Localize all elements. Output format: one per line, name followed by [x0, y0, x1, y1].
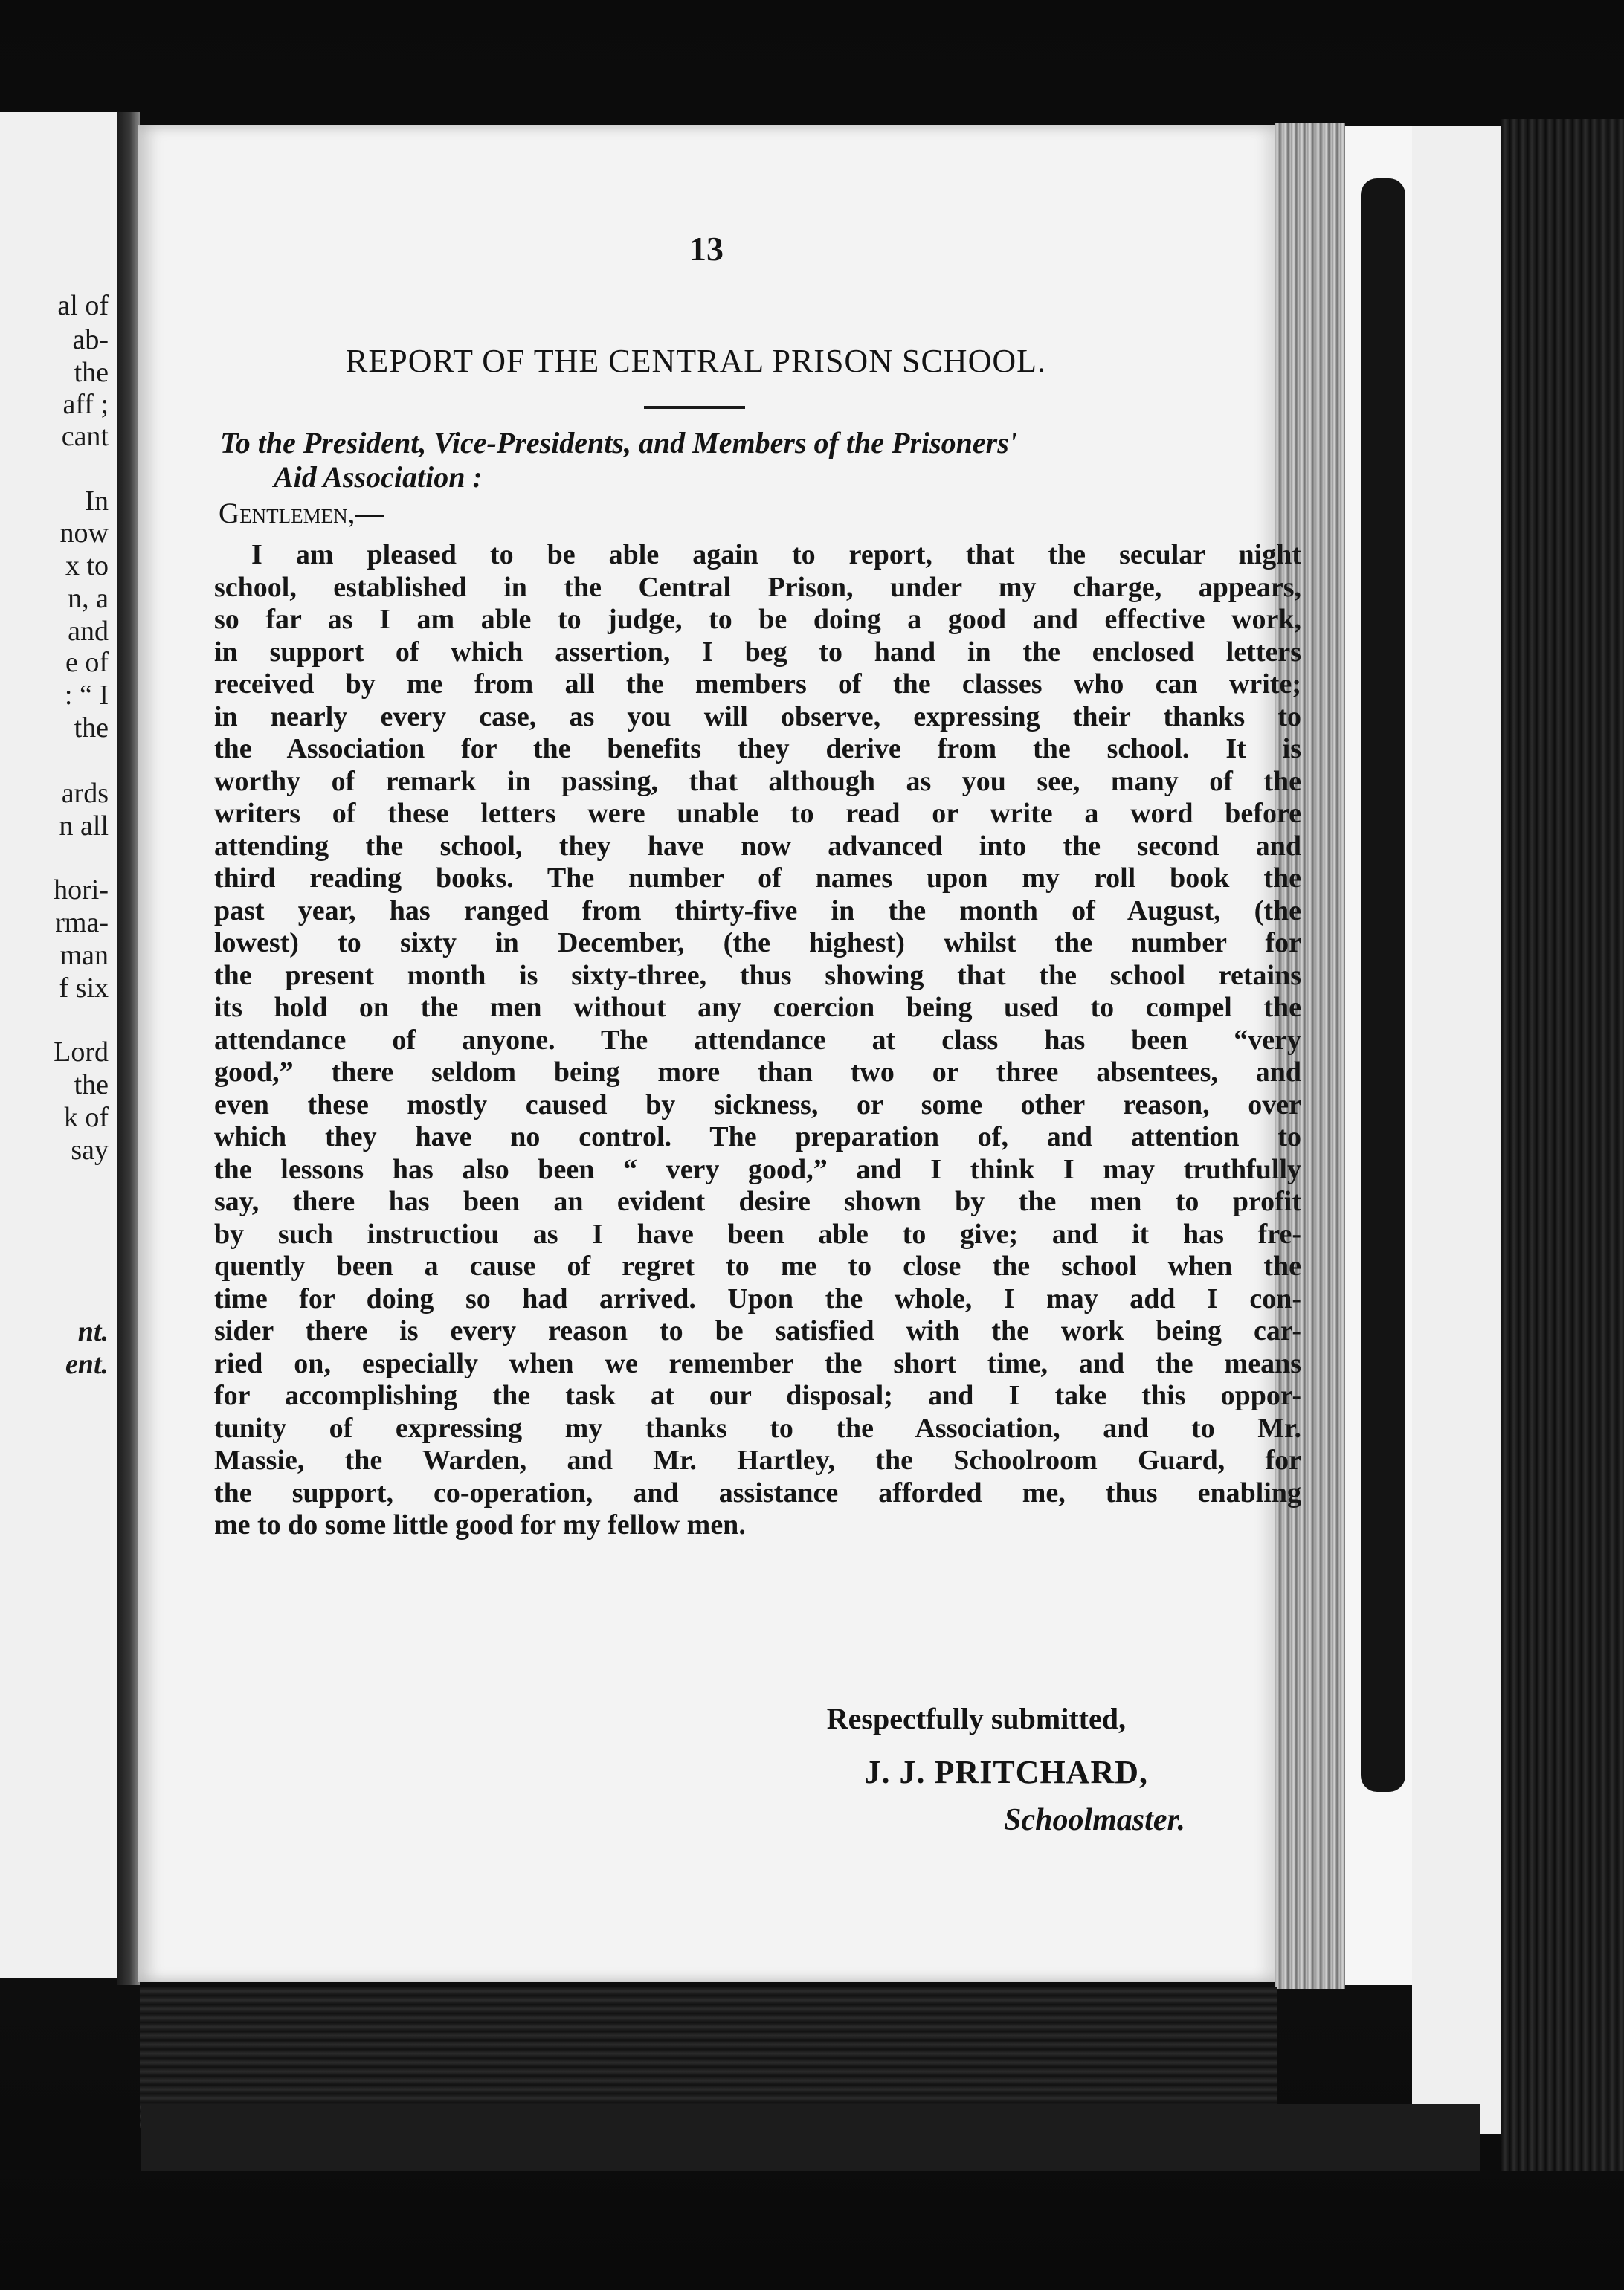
body-line: the lessons has also been “ very good,” and I think I may truthfully: [214, 1153, 1301, 1185]
fragment-text: x to: [65, 550, 109, 581]
body-line: by such instructiou as I have been able to give; and it has fre-: [214, 1218, 1301, 1250]
fragment-text: Lord: [54, 1036, 109, 1068]
report-title: REPORT OF THE CENTRAL PRISON SCHOOL.: [346, 343, 1046, 379]
body-line: school, established in the Central Prison, under my charge, appears,: [214, 571, 1301, 603]
fragment-text: cant: [61, 421, 109, 452]
body-line: attending the school, they have now advanced into the second and: [214, 830, 1301, 862]
body-line: which they have no control. The preparation of, and attention to: [214, 1121, 1301, 1152]
greeting: Gentlemen,—: [219, 497, 384, 529]
fragment-text: the: [74, 712, 109, 744]
body-line: ried on, especially when we remember the short time, and the means: [214, 1347, 1301, 1379]
page-number: 13: [689, 230, 724, 268]
fragment-text: ab-: [72, 324, 109, 355]
body-line: Massie, the Warden, and Mr. Hartley, the Schoolroom Guard, for: [214, 1445, 1301, 1476]
body-line: worthy of remark in passing, that although as you see, many of the: [214, 765, 1301, 797]
body-line: good,” there seldom being more than two or three absentees, and: [214, 1057, 1301, 1088]
fragment-text: f six: [59, 973, 109, 1004]
fragment-text: al of: [57, 290, 109, 321]
cover-edge: [1412, 126, 1501, 2134]
fragment-text: the: [74, 1069, 109, 1100]
fragment-text: ent.: [65, 1349, 109, 1380]
closing-line: Respectfully submitted,: [826, 1702, 1126, 1735]
fragment-text: hori-: [54, 874, 109, 906]
book-gutter: [117, 112, 140, 1985]
fragment-text: nt.: [77, 1316, 109, 1347]
fragment-text: n all: [59, 810, 109, 842]
body-line: lowest) to sixty in December, (the highest) whilst the number for: [214, 927, 1301, 958]
fragment-text: man: [59, 940, 109, 971]
book-binding: [1501, 119, 1624, 2171]
body-line: in nearly every case, as you will observe, expressing their thanks to: [214, 700, 1301, 732]
body-line: quently been a cause of regret to me to close the school when the: [214, 1251, 1301, 1282]
bottom-cover-strip: [141, 2104, 1480, 2171]
fragment-text: n, a: [68, 583, 109, 614]
fragment-text: the: [74, 357, 109, 388]
signatory-role: Schoolmaster.: [1004, 1803, 1185, 1837]
fragment-text: and: [68, 616, 109, 647]
fragment-text: e of: [65, 647, 109, 678]
body-line: I am pleased to be able again to report, that the secular night: [251, 539, 1301, 570]
body-line: attendance of anyone. The attendance at class has been “very: [214, 1024, 1301, 1056]
body-line: writers of these letters were unable to read or write a word before: [214, 798, 1301, 829]
signature: J. J. PRITCHARD,: [864, 1754, 1148, 1790]
body-line: in support of which assertion, I beg to hand in the enclosed letters: [214, 636, 1301, 668]
document-page: [138, 125, 1301, 1982]
page-edge-shadow: [1361, 178, 1405, 1792]
body-line: even these mostly caused by sickness, or some other reason, over: [214, 1088, 1301, 1120]
title-divider: [644, 406, 745, 409]
body-line: the Association for the benefits they derive from the school. It is: [214, 733, 1301, 764]
fragment-text: ards: [61, 778, 109, 809]
body-line: say, there has been an evident desire shown by the men to profit: [214, 1186, 1301, 1217]
body-line: tunity of expressing my thanks to the Association, and to Mr.: [214, 1412, 1301, 1444]
salutation: [220, 426, 1306, 494]
body-line: time for doing so had arrived. Upon the whole, I may add I con-: [214, 1283, 1301, 1315]
body-line: for accomplishing the task at our disposal; and I take this oppor-: [214, 1380, 1301, 1411]
body-line: the present month is sixty-three, thus showing that the school retains: [214, 959, 1301, 991]
salutation-line: To the President, Vice-Presidents, and Members of the Prisoners': [220, 426, 1017, 459]
fragment-text: In: [85, 486, 109, 517]
fragment-text: aff ;: [62, 389, 109, 420]
body-line: its hold on the men without any coercion being used to compel the: [214, 992, 1301, 1023]
fragment-text: : “ I: [64, 680, 109, 711]
salutation-line: Aid Association :: [274, 460, 483, 494]
fragment-text: k of: [63, 1102, 109, 1133]
fragment-text: say: [71, 1135, 109, 1166]
body-line: third reading books. The number of names upon my roll book the: [214, 862, 1301, 894]
facing-page-left: [0, 112, 123, 1978]
fragment-text: rma-: [55, 907, 109, 938]
report-body: [214, 539, 1301, 1542]
fragment-text: now: [59, 517, 109, 549]
body-line: sider there is every reason to be satisfied with the work being car-: [214, 1315, 1301, 1346]
body-line: past year, has ranged from thirty-five in the month of August, (the: [214, 894, 1301, 926]
body-line: me to do some little good for my fellow men.: [214, 1509, 746, 1541]
body-line: the support, co-operation, and assistance afforded me, thus enabling: [214, 1477, 1301, 1509]
body-line: so far as I am able to judge, to be doing a good and effective work,: [214, 604, 1301, 635]
body-line: received by me from all the members of the classes who can write;: [214, 668, 1301, 700]
